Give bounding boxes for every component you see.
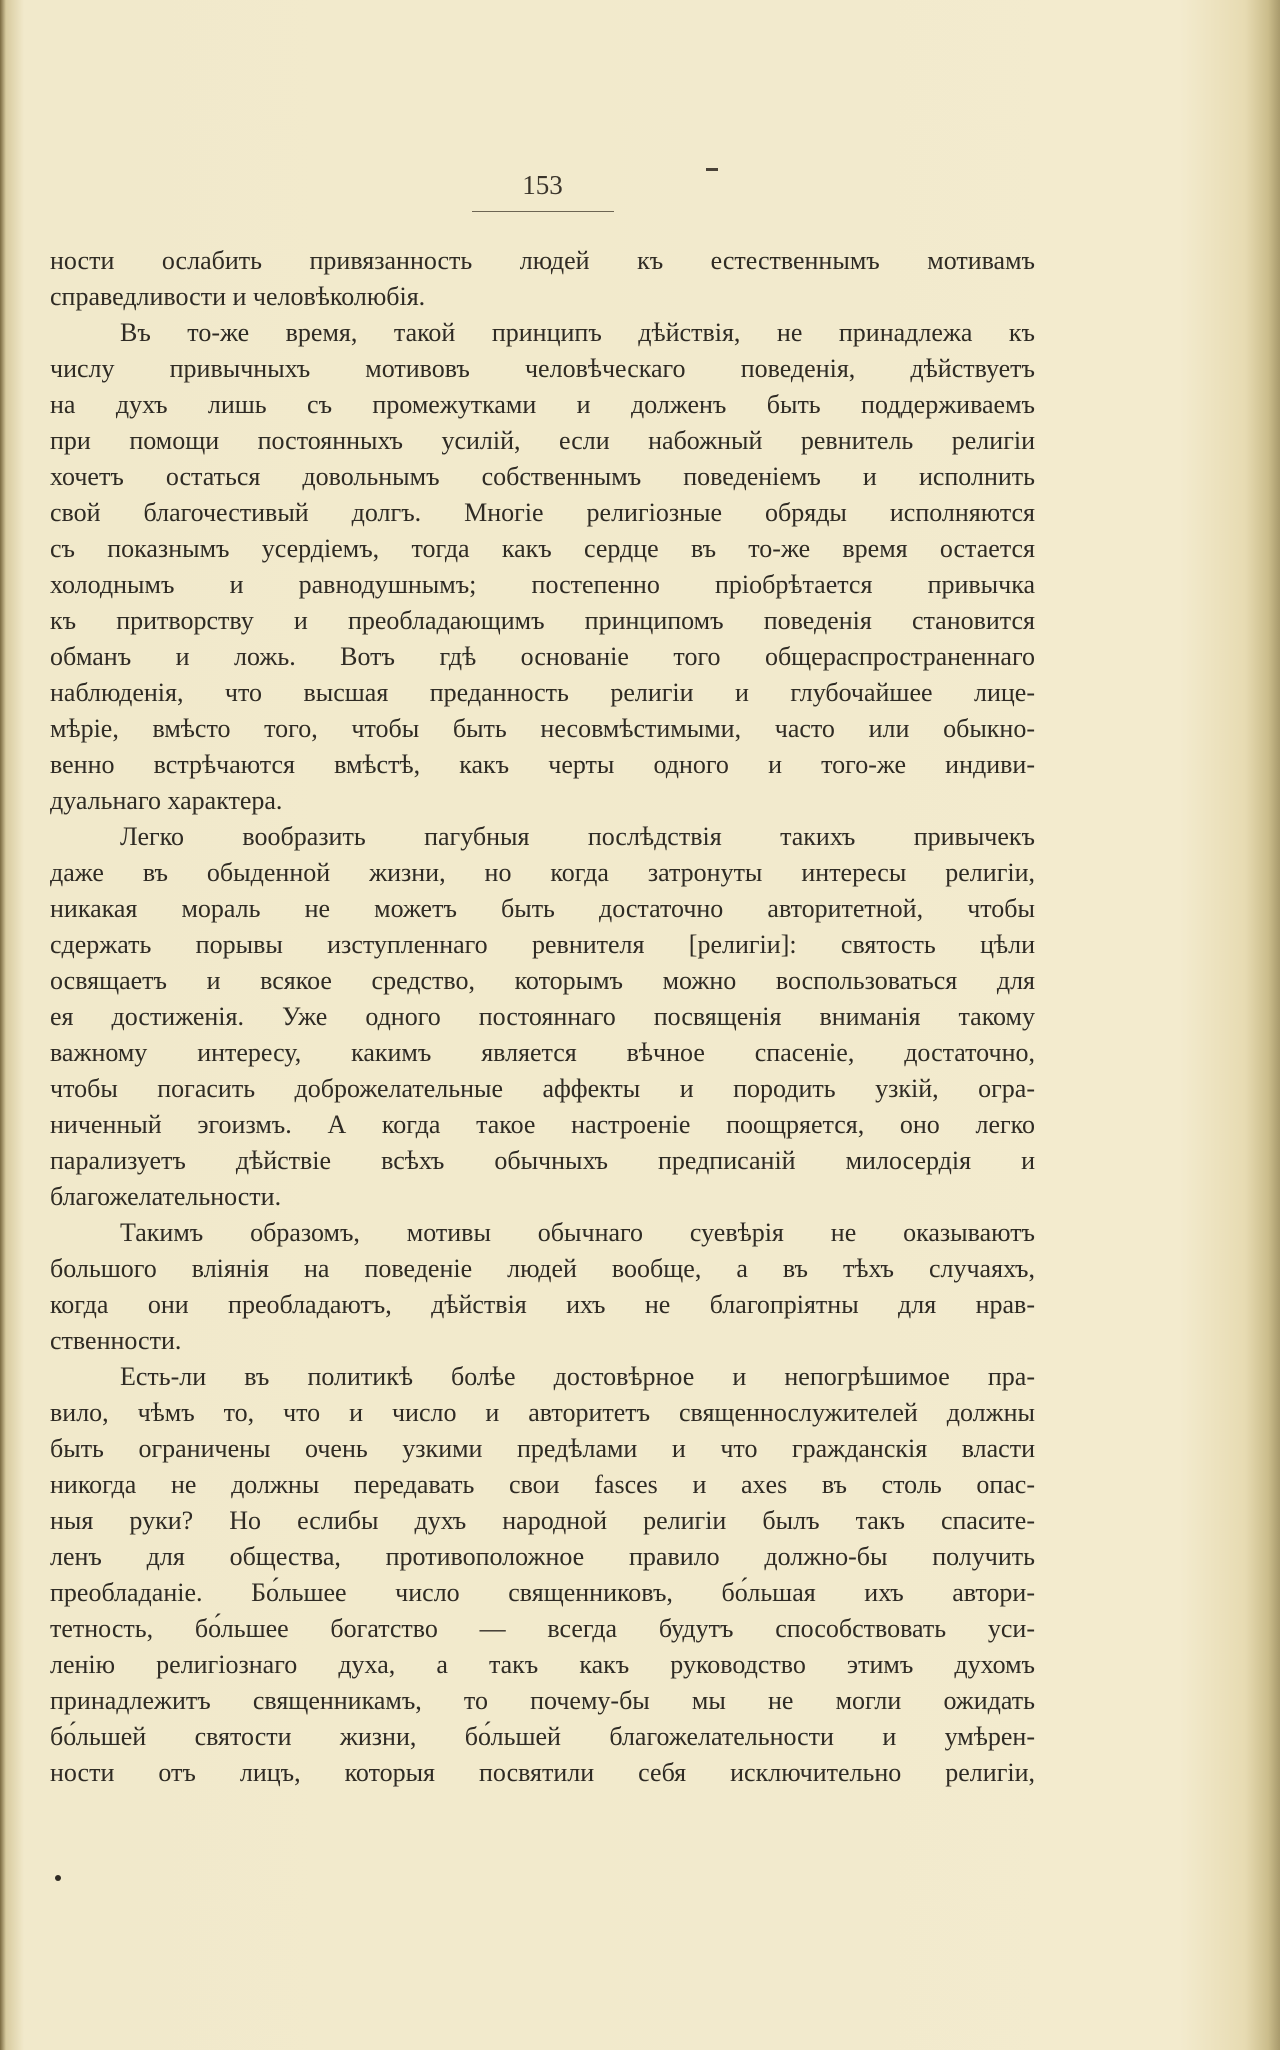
text-body [50, 243, 1035, 1791]
text-line: при помощи постоянныхъ усилій, если набожный ревнитель религіи [50, 426, 1035, 455]
text-line: вило, чѣмъ то, что и число и авторитетъ священнослужителей должны [50, 1398, 1035, 1427]
page-number-rule [472, 211, 614, 212]
text-line: тетность, бо́льшее богатство — всегда будутъ способствовать уси- [50, 1614, 1035, 1643]
text-line: дуальнаго характера. [50, 786, 283, 815]
ink-dot [55, 1875, 61, 1881]
text-line: ственности. [50, 1326, 182, 1355]
text-line: ности отъ лицъ, которыя посвятили себя исключительно религіи, [50, 1758, 1035, 1787]
text-line: преобладаніе. Бо́льшее число священниковъ, бо́льшая ихъ автори- [50, 1578, 1035, 1607]
text-line: хочетъ остаться довольнымъ собственнымъ поведеніемъ и исполнить [50, 462, 1035, 491]
text-line: чтобы погасить доброжелательные аффекты и породить узкій, огра- [50, 1074, 1035, 1103]
text-line: сдержать порывы изступленнаго ревнителя [религіи]: святость цѣли [50, 930, 1035, 959]
text-line: никакая мораль не можетъ быть достаточно авторитетной, чтобы [50, 894, 1035, 923]
text-line: важному интересу, какимъ является вѣчное спасеніе, достаточно, [50, 1038, 1035, 1067]
text-line: на духъ лишь съ промежутками и долженъ быть поддерживаемъ [50, 390, 1035, 419]
text-line: ности ослабить привязанность людей къ естественнымъ мотивамъ [50, 246, 1035, 275]
text-line: наблюденія, что высшая преданность религіи и глубочайшее лице- [50, 678, 1035, 707]
text-line: Есть-ли въ политикѣ болѣе достовѣрное и непогрѣшимое пра- [120, 1362, 1035, 1391]
text-line: принадлежитъ священникамъ, то почему-бы мы не могли ожидать [50, 1686, 1035, 1715]
text-line: ниченный эгоизмъ. А когда такое настроеніе поощряется, оно легко [50, 1110, 1035, 1139]
text-line: венно встрѣчаются вмѣстѣ, какъ черты одного и того-же индиви- [50, 750, 1035, 779]
text-line: большого вліянія на поведеніе людей вообще, а въ тѣхъ случаяхъ, [50, 1254, 1035, 1283]
text-line: никогда не должны передавать свои fasces и axes въ столь опас- [50, 1470, 1035, 1499]
text-line: обманъ и ложь. Вотъ гдѣ основаніе того общераспространеннаго [50, 642, 1035, 671]
text-line: къ притворству и преобладающимъ принципомъ поведенія становится [50, 606, 1035, 635]
text-line: быть ограничены очень узкими предѣлами и что гражданскія власти [50, 1434, 1035, 1463]
text-line: освящаетъ и всякое средство, которымъ можно воспользоваться для [50, 966, 1035, 995]
text-line: свой благочестивый долгъ. Многіе религіозные обряды исполняются [50, 498, 1035, 527]
text-line: бо́льшей святости жизни, бо́льшей благожелательности и умѣрен- [50, 1722, 1035, 1751]
text-line: Легко вообразить пагубныя послѣдствія такихъ привычекъ [120, 822, 1035, 851]
text-line: числу привычныхъ мотивовъ человѣческаго поведенія, дѣйствуетъ [50, 354, 1035, 383]
text-line: ея достиженія. Уже одного постояннаго посвященія вниманія такому [50, 1002, 1035, 1031]
text-line: справедливости и человѣколюбія. [50, 282, 426, 311]
text-line: съ показнымъ усердіемъ, тогда какъ сердце въ то-же время остается [50, 534, 1035, 563]
text-line: ленію религіознаго духа, а такъ какъ руководство этимъ духомъ [50, 1650, 1035, 1679]
text-line: ныя руки? Но еслибы духъ народной религіи былъ такъ спасите- [50, 1506, 1035, 1535]
text-line: ленъ для общества, противоположное правило должно-бы получить [50, 1542, 1035, 1571]
text-line: благожелательности. [50, 1182, 282, 1211]
text-line: Такимъ образомъ, мотивы обычнаго суевѣрія не оказываютъ [120, 1218, 1035, 1247]
page-number: 153 [522, 170, 563, 200]
text-line: когда они преобладаютъ, дѣйствія ихъ не благопріятны для нрав- [50, 1290, 1035, 1319]
text-line: Въ то-же время, такой принципъ дѣйствія, не принадлежа къ [120, 318, 1035, 347]
text-line: мѣріе, вмѣсто того, чтобы быть несовмѣстимыми, часто или обыкно- [50, 714, 1035, 743]
text-line: парализуетъ дѣйствіе всѣхъ обычныхъ предписаній милосердія и [50, 1146, 1035, 1175]
text-line: холоднымъ и равнодушнымъ; постепенно пріобрѣтается привычка [50, 570, 1035, 599]
text-line: даже въ обыденной жизни, но когда затронуты интересы религіи, [50, 858, 1035, 887]
